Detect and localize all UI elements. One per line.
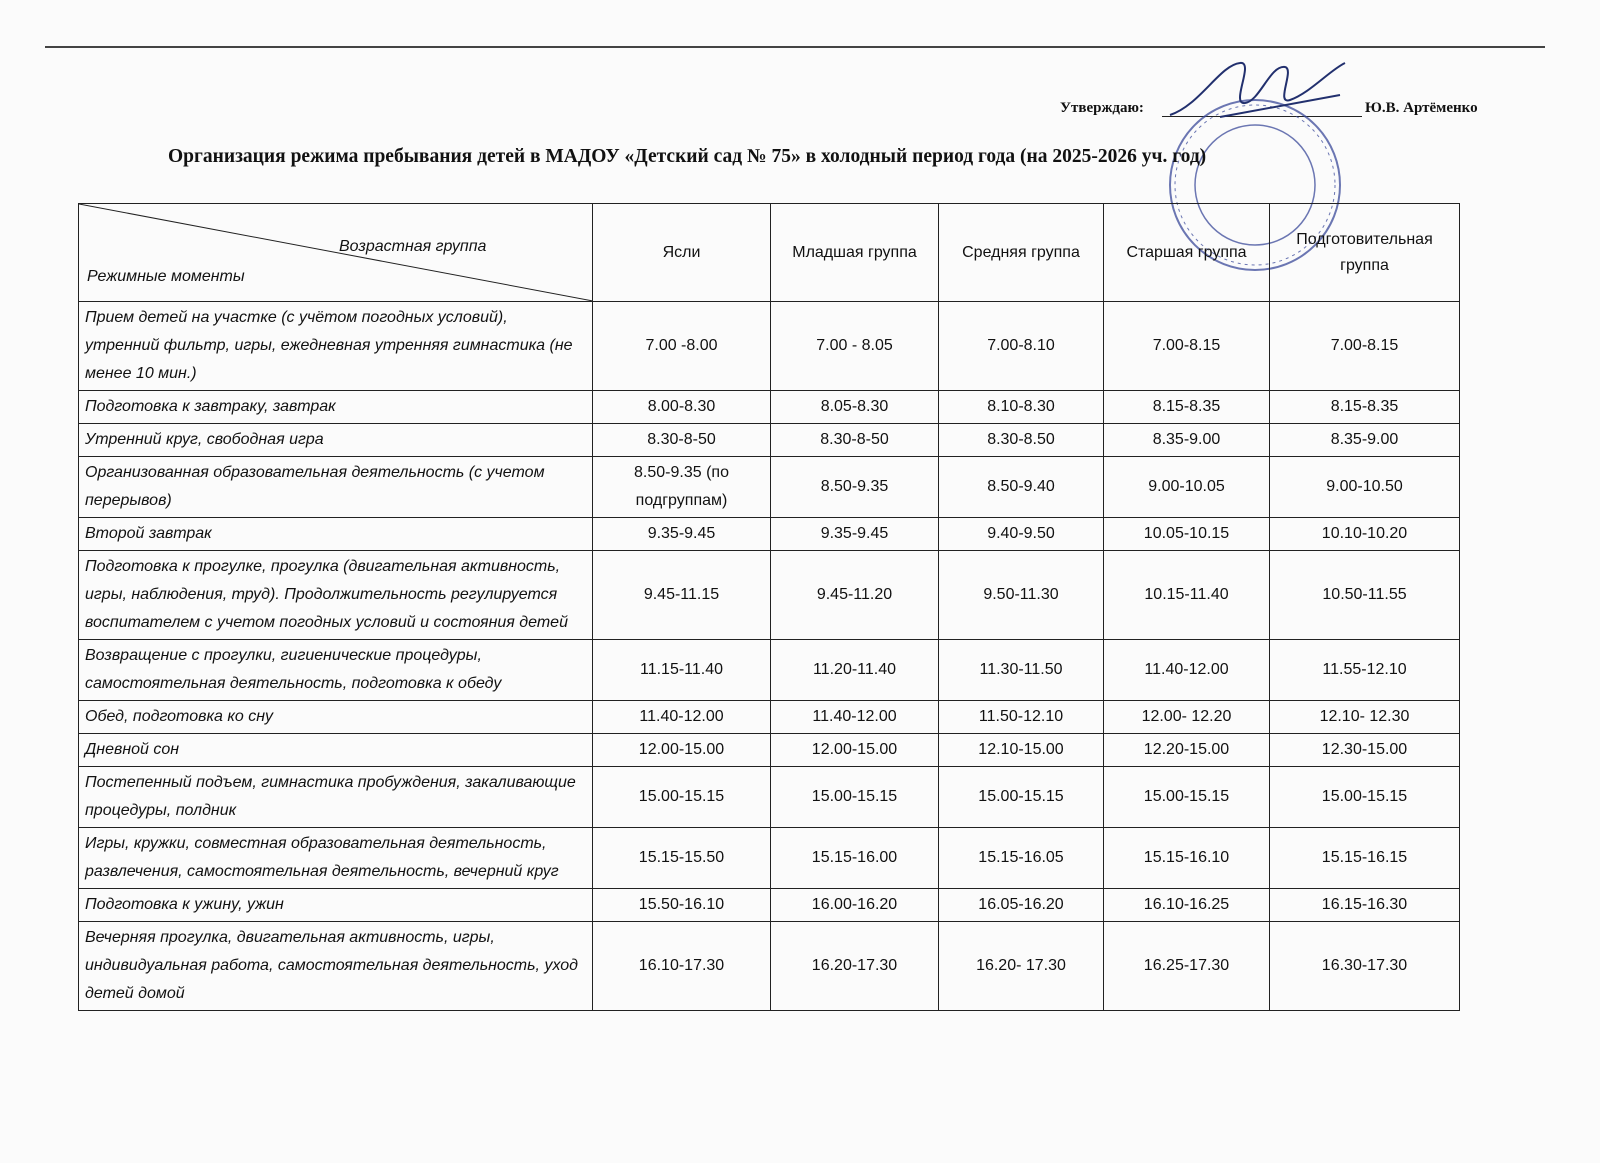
- time-cell: 12.10-15.00: [939, 734, 1104, 767]
- table-row: [79, 701, 1460, 734]
- regime-moment-label: Возвращение с прогулки, гигиенические процедуры, самостоятельная деятельность, подготовка к обеду: [79, 640, 593, 701]
- regime-moment-label: Утренний круг, свободная игра: [79, 424, 593, 457]
- time-cell: 9.00-10.50: [1270, 457, 1460, 518]
- time-cell: 15.00-15.15: [1104, 767, 1270, 828]
- time-cell: 11.30-11.50: [939, 640, 1104, 701]
- schedule-table: [78, 203, 1460, 1011]
- regime-moment-label: Второй завтрак: [79, 518, 593, 551]
- regime-moment-label: Игры, кружки, совместная образовательная деятельность, развлечения, самостоятельная деятельность, вечерний круг: [79, 828, 593, 889]
- time-cell: 8.35-9.00: [1270, 424, 1460, 457]
- table-header-row: [79, 204, 1460, 302]
- time-cell: 8.50-9.35: [771, 457, 939, 518]
- time-cell: 10.15-11.40: [1104, 551, 1270, 640]
- time-cell: 15.00-15.15: [593, 767, 771, 828]
- time-cell: 16.10-16.25: [1104, 889, 1270, 922]
- time-cell: 9.45-11.15: [593, 551, 771, 640]
- regime-moment-label: Дневной сон: [79, 734, 593, 767]
- time-cell: 12.10- 12.30: [1270, 701, 1460, 734]
- time-cell: 10.05-10.15: [1104, 518, 1270, 551]
- time-cell: 7.00 -8.00: [593, 302, 771, 391]
- time-cell: 16.05-16.20: [939, 889, 1104, 922]
- time-cell: 15.15-15.50: [593, 828, 771, 889]
- age-group-label: Возрастная группа: [339, 238, 487, 255]
- table-row: [79, 640, 1460, 701]
- table-row: [79, 302, 1460, 391]
- column-header: Средняя группа: [939, 204, 1104, 302]
- time-cell: 9.50-11.30: [939, 551, 1104, 640]
- time-cell: 12.00-15.00: [771, 734, 939, 767]
- time-cell: 8.00-8.30: [593, 391, 771, 424]
- time-cell: 8.15-8.35: [1270, 391, 1460, 424]
- table-row: [79, 391, 1460, 424]
- time-cell: 9.35-9.45: [593, 518, 771, 551]
- time-cell: 10.10-10.20: [1270, 518, 1460, 551]
- time-cell: 8.50-9.40: [939, 457, 1104, 518]
- time-cell: 11.55-12.10: [1270, 640, 1460, 701]
- regime-moment-label: Подготовка к завтраку, завтрак: [79, 391, 593, 424]
- time-cell: 16.00-16.20: [771, 889, 939, 922]
- time-cell: 8.10-8.30: [939, 391, 1104, 424]
- time-cell: 11.40-12.00: [771, 701, 939, 734]
- column-header: Старшая группа: [1104, 204, 1270, 302]
- time-cell: 11.40-12.00: [593, 701, 771, 734]
- table-row: [79, 424, 1460, 457]
- table-row: [79, 551, 1460, 640]
- regime-moment-label: Организованная образовательная деятельность (с учетом перерывов): [79, 457, 593, 518]
- time-cell: 16.20- 17.30: [939, 922, 1104, 1011]
- time-cell: 8.30-8-50: [771, 424, 939, 457]
- regime-moment-label: Подготовка к прогулке, прогулка (двигательная активность, игры, наблюдения, труд). Продолжительность регулируется воспитателем с учетом погодных условий и состояния детей: [79, 551, 593, 640]
- approval-block: [1060, 100, 1478, 117]
- regime-moment-label: Обед, подготовка ко сну: [79, 701, 593, 734]
- regime-moment-label: Постепенный подъем, гимнастика пробуждения, закаливающие процедуры, полдник: [79, 767, 593, 828]
- regime-moments-label: Режимные моменты: [87, 268, 245, 285]
- time-cell: 16.20-17.30: [771, 922, 939, 1011]
- table-row: [79, 828, 1460, 889]
- time-cell: 11.40-12.00: [1104, 640, 1270, 701]
- time-cell: 16.10-17.30: [593, 922, 771, 1011]
- time-cell: 9.35-9.45: [771, 518, 939, 551]
- regime-moment-label: Прием детей на участке (с учётом погодных условий), утренний фильтр, игры, ежедневная утренняя гимнастика (не менее 10 мин.): [79, 302, 593, 391]
- corner-header: [79, 204, 593, 302]
- time-cell: 8.05-8.30: [771, 391, 939, 424]
- time-cell: 15.15-16.00: [771, 828, 939, 889]
- divider: [45, 46, 1545, 48]
- time-cell: 10.50-11.55: [1270, 551, 1460, 640]
- table-row: [79, 922, 1460, 1011]
- table-row: [79, 457, 1460, 518]
- time-cell: 7.00-8.15: [1270, 302, 1460, 391]
- time-cell: 15.15-16.10: [1104, 828, 1270, 889]
- time-cell: 15.15-16.15: [1270, 828, 1460, 889]
- time-cell: 12.00- 12.20: [1104, 701, 1270, 734]
- table-row: [79, 518, 1460, 551]
- time-cell: 8.30-8-50: [593, 424, 771, 457]
- column-header: Подготовительная группа: [1270, 204, 1460, 302]
- table-row: [79, 889, 1460, 922]
- time-cell: 11.20-11.40: [771, 640, 939, 701]
- time-cell: 7.00-8.15: [1104, 302, 1270, 391]
- time-cell: 16.15-16.30: [1270, 889, 1460, 922]
- time-cell: 12.20-15.00: [1104, 734, 1270, 767]
- approve-label: Утверждаю:: [1060, 100, 1144, 116]
- signature-icon: [1160, 55, 1360, 125]
- time-cell: 8.35-9.00: [1104, 424, 1270, 457]
- table-row: [79, 767, 1460, 828]
- table-row: [79, 734, 1460, 767]
- time-cell: 8.15-8.35: [1104, 391, 1270, 424]
- time-cell: 9.40-9.50: [939, 518, 1104, 551]
- time-cell: 11.15-11.40: [593, 640, 771, 701]
- regime-moment-label: Подготовка к ужину, ужин: [79, 889, 593, 922]
- time-cell: 9.00-10.05: [1104, 457, 1270, 518]
- column-header: Младшая группа: [771, 204, 939, 302]
- time-cell: 12.30-15.00: [1270, 734, 1460, 767]
- time-cell: 15.00-15.15: [1270, 767, 1460, 828]
- time-cell: 16.25-17.30: [1104, 922, 1270, 1011]
- time-cell: 12.00-15.00: [593, 734, 771, 767]
- time-cell: 15.00-15.15: [771, 767, 939, 828]
- time-cell: 7.00 - 8.05: [771, 302, 939, 391]
- regime-moment-label: Вечерняя прогулка, двигательная активность, игры, индивидуальная работа, самостоятельная деятельность, уход детей домой: [79, 922, 593, 1011]
- time-cell: 8.50-9.35 (по подгруппам): [593, 457, 771, 518]
- time-cell: 15.15-16.05: [939, 828, 1104, 889]
- column-header: Ясли: [593, 204, 771, 302]
- time-cell: 11.50-12.10: [939, 701, 1104, 734]
- time-cell: 8.30-8.50: [939, 424, 1104, 457]
- time-cell: 15.50-16.10: [593, 889, 771, 922]
- time-cell: 16.30-17.30: [1270, 922, 1460, 1011]
- approver-name: Ю.В. Артёменко: [1365, 100, 1478, 116]
- page-title: Организация режима пребывания детей в МАДОУ «Детский сад № 75» в холодный период года (на 2025-2026 уч. год): [168, 146, 1207, 167]
- time-cell: 9.45-11.20: [771, 551, 939, 640]
- time-cell: 15.00-15.15: [939, 767, 1104, 828]
- time-cell: 7.00-8.10: [939, 302, 1104, 391]
